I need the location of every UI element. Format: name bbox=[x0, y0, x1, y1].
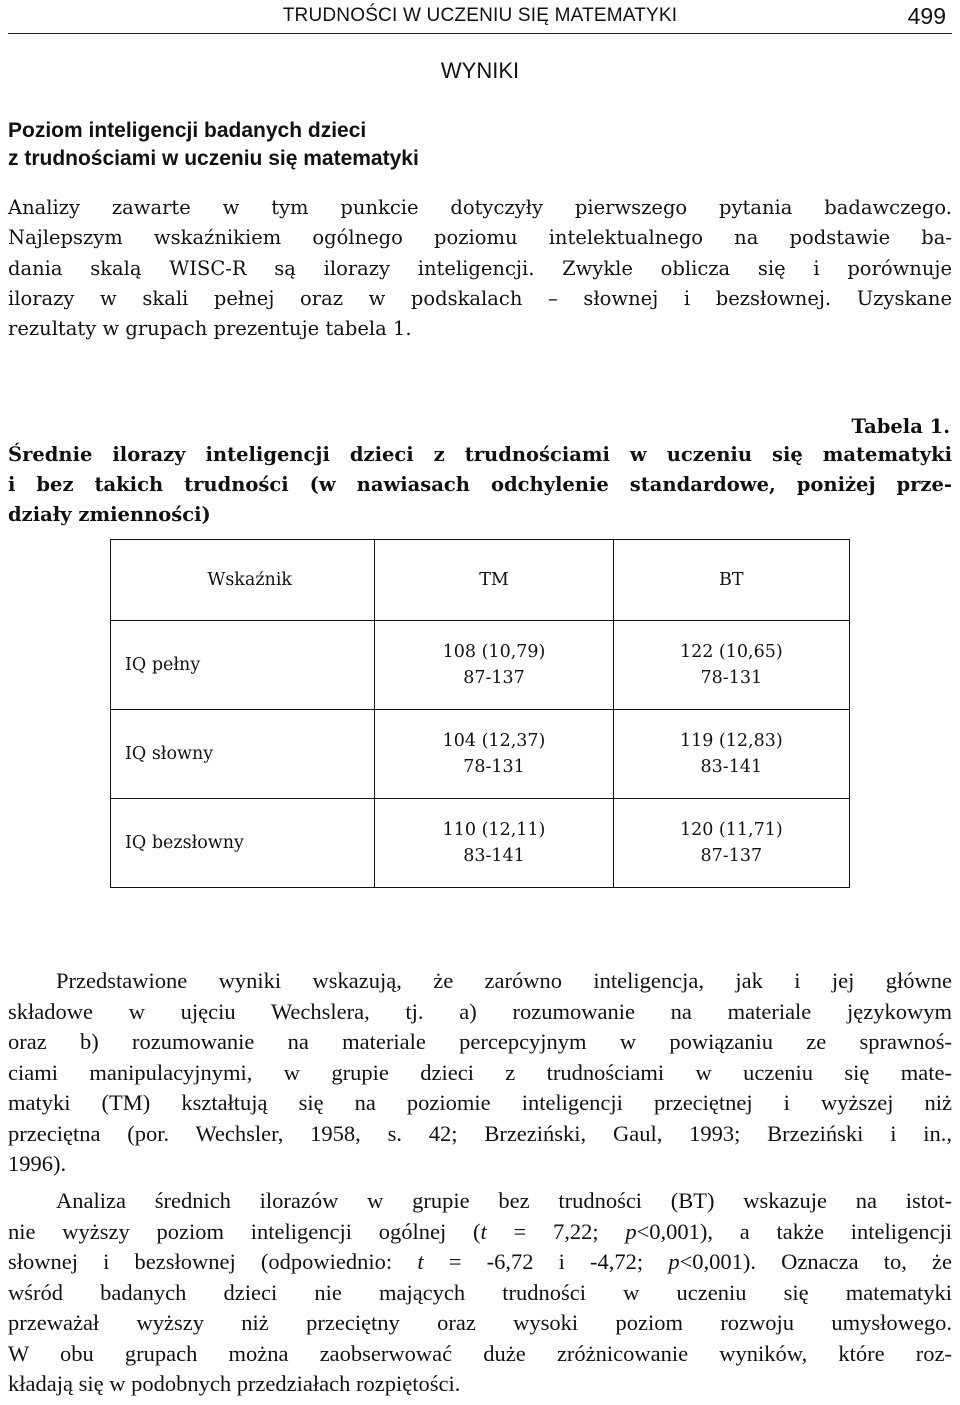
text-line: ilorazy w skali pełnej oraz w podskalach – słownej i bezsłownej. Uzyskane bbox=[8, 286, 952, 310]
cell-range: 83-141 bbox=[463, 846, 525, 866]
italic-symbol: t bbox=[417, 1249, 424, 1274]
text-span: <0,001), a także inteligencji bbox=[636, 1218, 952, 1244]
cell-tm bbox=[375, 621, 613, 710]
text-line: wśród badanych dzieci nie mających trudności w uczeniu się matematyki bbox=[8, 1279, 952, 1305]
row-label: IQ pełny bbox=[111, 621, 375, 710]
table-caption bbox=[8, 440, 952, 530]
italic-symbol: p bbox=[668, 1249, 680, 1274]
text-line: składowe w ujęciu Wechslera, tj. a) rozumowanie na materiale językowym bbox=[8, 998, 952, 1024]
text-span: słownej i bezsłownej (odpowiednio: bbox=[8, 1249, 418, 1274]
text-line: ciami manipulacyjnymi, w grupie dzieci z trudnościami w uczeniu się mate- bbox=[8, 1059, 952, 1085]
caption-line: i bez takich trudności (w nawiasach odchylenie standardowe, poniżej prze- bbox=[8, 473, 952, 496]
cell-range: 87-137 bbox=[700, 846, 763, 866]
text-line: przeciętna (por. Wechsler, 1958, s. 42; Brzeziński, Gaul, 1993; Brzeziński i in., bbox=[8, 1120, 952, 1146]
caption-line: działy zmienności) bbox=[8, 503, 211, 526]
cell-mean: 122 (10,65) bbox=[679, 642, 783, 662]
text-line: rezultaty w grupach prezentuje tabela 1. bbox=[8, 317, 412, 341]
iq-table bbox=[110, 539, 850, 888]
table-row bbox=[111, 621, 850, 710]
cell-mean: 110 (12,11) bbox=[442, 820, 546, 840]
paragraph-intro bbox=[8, 193, 952, 344]
row-label: IQ bezsłowny bbox=[111, 799, 375, 888]
text-line: W obu grupach można zaobserwować duże zróżnicowanie wyników, które roz- bbox=[8, 1340, 952, 1366]
subheading bbox=[8, 117, 608, 173]
cell-mean: 104 (12,37) bbox=[442, 731, 546, 751]
text-line: Najlepszym wskaźnikiem ogólnego poziomu intelektualnego na podstawie ba- bbox=[8, 226, 952, 250]
text-span: = 7,22; bbox=[486, 1218, 626, 1244]
cell-bt bbox=[613, 621, 849, 710]
row-label: IQ słowny bbox=[111, 710, 375, 799]
text-span: = -6,72 i -4,72; bbox=[423, 1249, 669, 1274]
page-number: 499 bbox=[907, 3, 946, 29]
cell-range: 78-131 bbox=[463, 757, 525, 777]
text-line bbox=[8, 1247, 952, 1278]
subheading-line: z trudnościami w uczeniu się matematyki bbox=[8, 147, 419, 170]
table-row bbox=[111, 710, 850, 799]
text-line: Analiza średnich ilorazów w grupie bez trudności (BT) wskazuje na istot- bbox=[56, 1188, 952, 1213]
cell-bt bbox=[613, 799, 849, 888]
running-title: TRUDNOŚCI W UCZENIU SIĘ MATEMATYKI bbox=[282, 5, 678, 26]
cell-mean: 108 (10,79) bbox=[442, 642, 546, 662]
text-line: matyki (TM) kształtują się na poziomie inteligencji przeciętnej i wyższej niż bbox=[8, 1090, 952, 1115]
text-line: Przedstawione wyniki wskazują, że zarówno inteligencja, jak i jej główne bbox=[56, 968, 952, 993]
cell-mean: 120 (11,71) bbox=[679, 820, 783, 840]
running-head bbox=[0, 0, 960, 36]
cell-bt bbox=[613, 710, 849, 799]
header-cell-bt: BT bbox=[613, 540, 849, 621]
header-rule bbox=[8, 33, 952, 34]
text-span: nie wyższy poziom inteligencji ogólnej ( bbox=[8, 1218, 481, 1244]
header-cell-tm: TM bbox=[375, 540, 613, 621]
paragraph-results bbox=[8, 966, 952, 1180]
table-row bbox=[111, 799, 850, 888]
cell-tm bbox=[375, 710, 613, 799]
text-line: oraz b) rozumowanie na materiale percepcyjnym w powiązaniu ze sprawnoś- bbox=[8, 1029, 952, 1054]
text-line: 1996). bbox=[8, 1151, 67, 1176]
cell-range: 87-137 bbox=[463, 668, 525, 688]
text-line: kładają się w podobnych przedziałach rozpiętości. bbox=[8, 1371, 461, 1396]
cell-tm bbox=[375, 799, 613, 888]
italic-symbol: t bbox=[480, 1218, 487, 1244]
header-cell-indicator: Wskaźnik bbox=[111, 540, 375, 621]
subheading-line: Poziom inteligencji badanych dzieci bbox=[8, 119, 367, 142]
table-label: Tabela 1. bbox=[851, 415, 950, 438]
table-header-row bbox=[111, 540, 850, 621]
caption-line: Średnie ilorazy inteligencji dzieci z trudnościami w uczeniu się matematyki bbox=[8, 443, 952, 466]
section-heading: WYNIKI bbox=[440, 58, 520, 83]
cell-range: 83-141 bbox=[700, 757, 763, 777]
text-line: dania skalą WISC-R są ilorazy inteligencji. Zwykle oblicza się i porównuje bbox=[8, 256, 952, 280]
text-line: przeważał wyższy niż przeciętny oraz wysoki poziom rozwoju umysłowego. bbox=[8, 1310, 952, 1335]
text-line: Analizy zawarte w tym punkcie dotyczyły pierwszego pytania badawczego. bbox=[8, 196, 952, 219]
text-span: <0,001). Oznacza to, że bbox=[679, 1249, 952, 1274]
cell-range: 78-131 bbox=[700, 668, 763, 688]
cell-mean: 119 (12,83) bbox=[679, 731, 783, 751]
text-line bbox=[8, 1217, 952, 1248]
italic-symbol: p bbox=[625, 1218, 637, 1244]
paragraph-analysis bbox=[8, 1186, 952, 1400]
